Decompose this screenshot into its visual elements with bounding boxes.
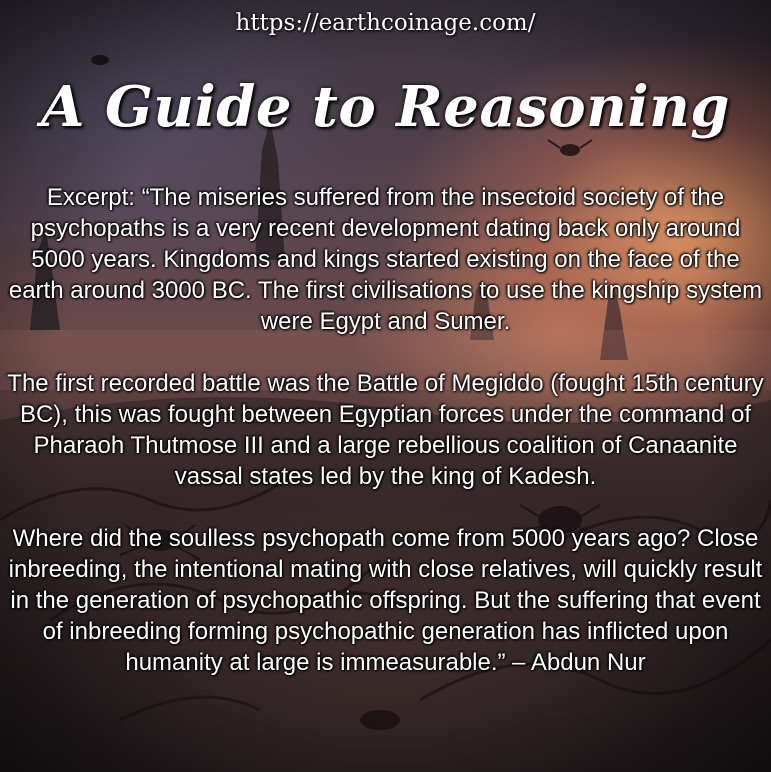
source-url: https://earthcoinage.com/ [235,10,536,36]
quote-paragraph-2: The first recorded battle was the Battle of Megiddo (fought 15th century BC), this was fought between Egyptian forces under the command of Pharaoh Thutmose III and a large rebellious coalition of Canaanite vassal states led by the king of Kadesh. [7,370,764,490]
quote-paragraph-1: Excerpt: “The miseries suffered from the insectoid society of the psychopaths is a very recent development dating back only around 5000 years. Kingdoms and kings started existing on the face of the earth around 3000 BC. The first civilisations to use the kingship system were Egypt and Sumer. [8,184,763,335]
quote-paragraph-3: Where did the soulless psychopath come from 5000 years ago? Close inbreeding, the intentional mating with close relatives, will quickly result in the generation of psychopathic offspring. But the suffering that event of inbreeding forming psychopathic generation has inflicted upon humanity at large is immeasurable.” – Abdun Nur [8,525,763,676]
poster-title: A Guide to Reasoning [41,74,730,140]
quote-body [0,182,771,678]
